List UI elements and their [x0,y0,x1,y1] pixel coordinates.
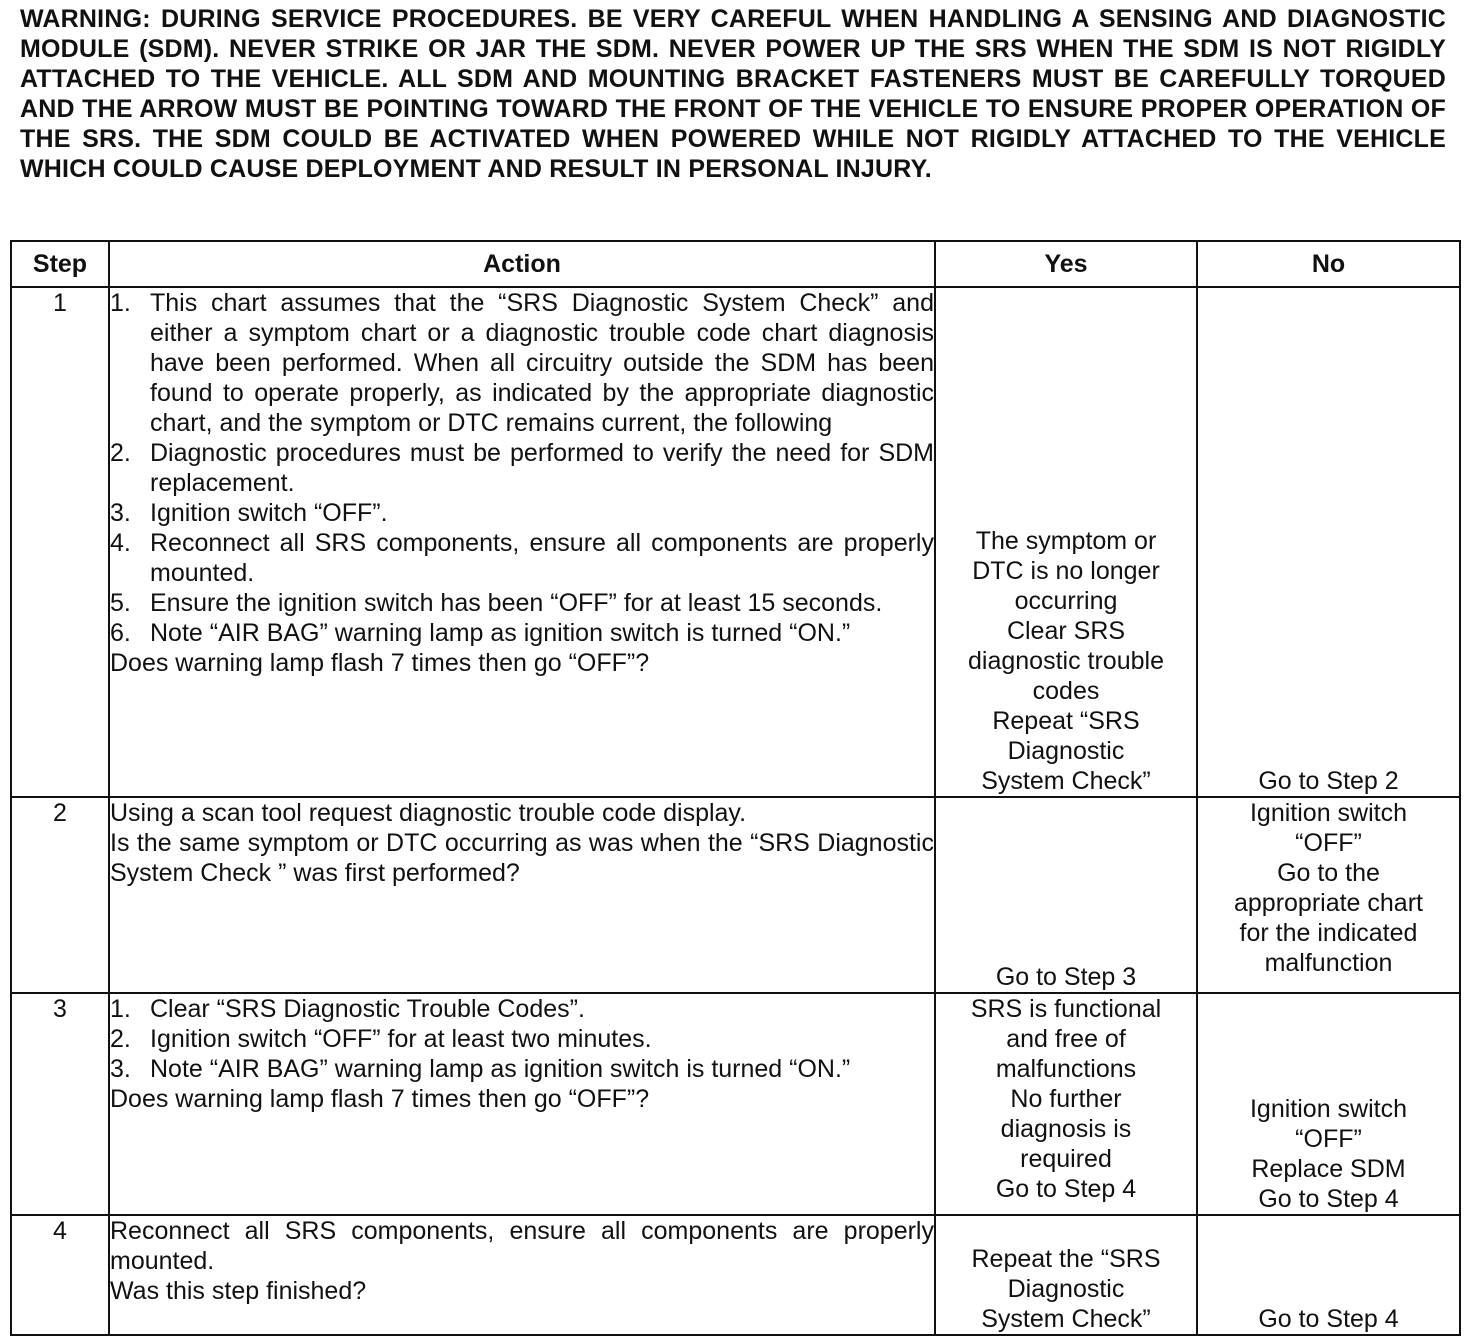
no-cell: Ignition switch “OFF” Replace SDM Go to Step 4 [1197,993,1460,1215]
no-cell: Ignition switch “OFF” Go to the appropriate chart for the indicated malfunction [1197,797,1460,993]
header-yes: Yes [935,241,1197,287]
list-item: 4. Reconnect all SRS components, ensure all components are properly mounted. [110,529,934,587]
action-question: Is the same symptom or DTC occurring as was when the “SRS Diagnostic System Check ” was first performed? [110,829,934,887]
list-item: 3. Ignition switch “OFF”. [110,499,388,527]
action-text: Using a scan tool request diagnostic trouble code display. [110,799,747,827]
table-row-step-3 [11,993,1460,1215]
no-cell: Go to Step 4 [1197,1215,1460,1335]
list-item: 2. Ignition switch “OFF” for at least two minutes. [110,1025,652,1053]
step-number: 3 [11,993,109,1215]
list-item: 2. Diagnostic procedures must be performed to verify the need for SDM replacement. [110,439,934,497]
list-item: 1. This chart assumes that the “SRS Diagnostic System Check” and either a symptom chart or a diagnostic trouble code chart diagnosis have been performed. When all circuitry outside the SDM has been found to operate properly, as indicated by the appropriate diagnostic chart, and the symptom or DTC remains current, the following [110,289,934,437]
action-text: Reconnect all SRS components, ensure all components are properly mounted. [110,1217,934,1275]
step-number: 1 [11,287,109,797]
action-cell [109,797,935,993]
action-list [110,994,934,1084]
no-cell: Go to Step 2 [1197,287,1460,797]
header-action: Action [109,241,935,287]
step-number: 2 [11,797,109,993]
list-item: 1. Clear “SRS Diagnostic Trouble Codes”. [110,995,585,1023]
action-question: Was this step finished? [110,1277,367,1305]
action-question: Does warning lamp flash 7 times then go “OFF”? [110,649,650,677]
warning-text: WARNING: DURING SERVICE PROCEDURES. BE VERY CAREFUL WHEN HANDLING A SENSING AND DIAGNOSTIC MODULE (SDM). NEVER STRIKE OR JAR THE SDM. NEVER POWER UP THE SRS WHEN THE SDM IS NOT RIGIDLY ATTACHED TO THE VEHICLE. ALL SDM AND MOUNTING BRACKET FASTENERS MUST BE CAREFULLY TORQUED AND THE ARROW MUST BE POINTING TOWARD THE FRONT OF THE VEHICLE TO ENSURE PROPER OPERATION OF THE SRS. THE SDM COULD BE ACTIVATED WHEN POWERED WHILE NOT RIGIDLY ATTACHED TO THE VEHICLE WHICH COULD CAUSE DEPLOYMENT AND RESULT IN PERSONAL INJURY. [20,5,1446,183]
action-question: Does warning lamp flash 7 times then go “OFF”? [110,1085,650,1113]
yes-cell: Go to Step 3 [935,797,1197,993]
header-step: Step [11,241,109,287]
header-no: No [1197,241,1460,287]
list-item: 5. Ensure the ignition switch has been “OFF” for at least 15 seconds. [110,589,883,617]
yes-cell: Repeat the “SRS Diagnostic System Check” [935,1215,1197,1335]
table-row-step-4 [11,1215,1460,1335]
action-list [110,288,934,648]
table-header-row [11,241,1460,287]
diagnostic-table [10,240,1461,1336]
action-cell [109,993,935,1215]
table-row-step-1 [11,287,1460,797]
yes-cell: SRS is functional and free of malfunctions No further diagnosis is required Go to Step 4 [935,993,1197,1215]
list-item: 3. Note “AIR BAG” warning lamp as ignition switch is turned “ON.” [110,1055,851,1083]
yes-cell: The symptom or DTC is no longer occurring Clear SRS diagnostic trouble codes Repeat “SRS Diagnostic System Check” [935,287,1197,797]
table-row-step-2 [11,797,1460,993]
action-cell [109,1215,935,1335]
step-number: 4 [11,1215,109,1335]
action-cell [109,287,935,797]
list-item: 6. Note “AIR BAG” warning lamp as ignition switch is turned “ON.” [110,619,851,647]
